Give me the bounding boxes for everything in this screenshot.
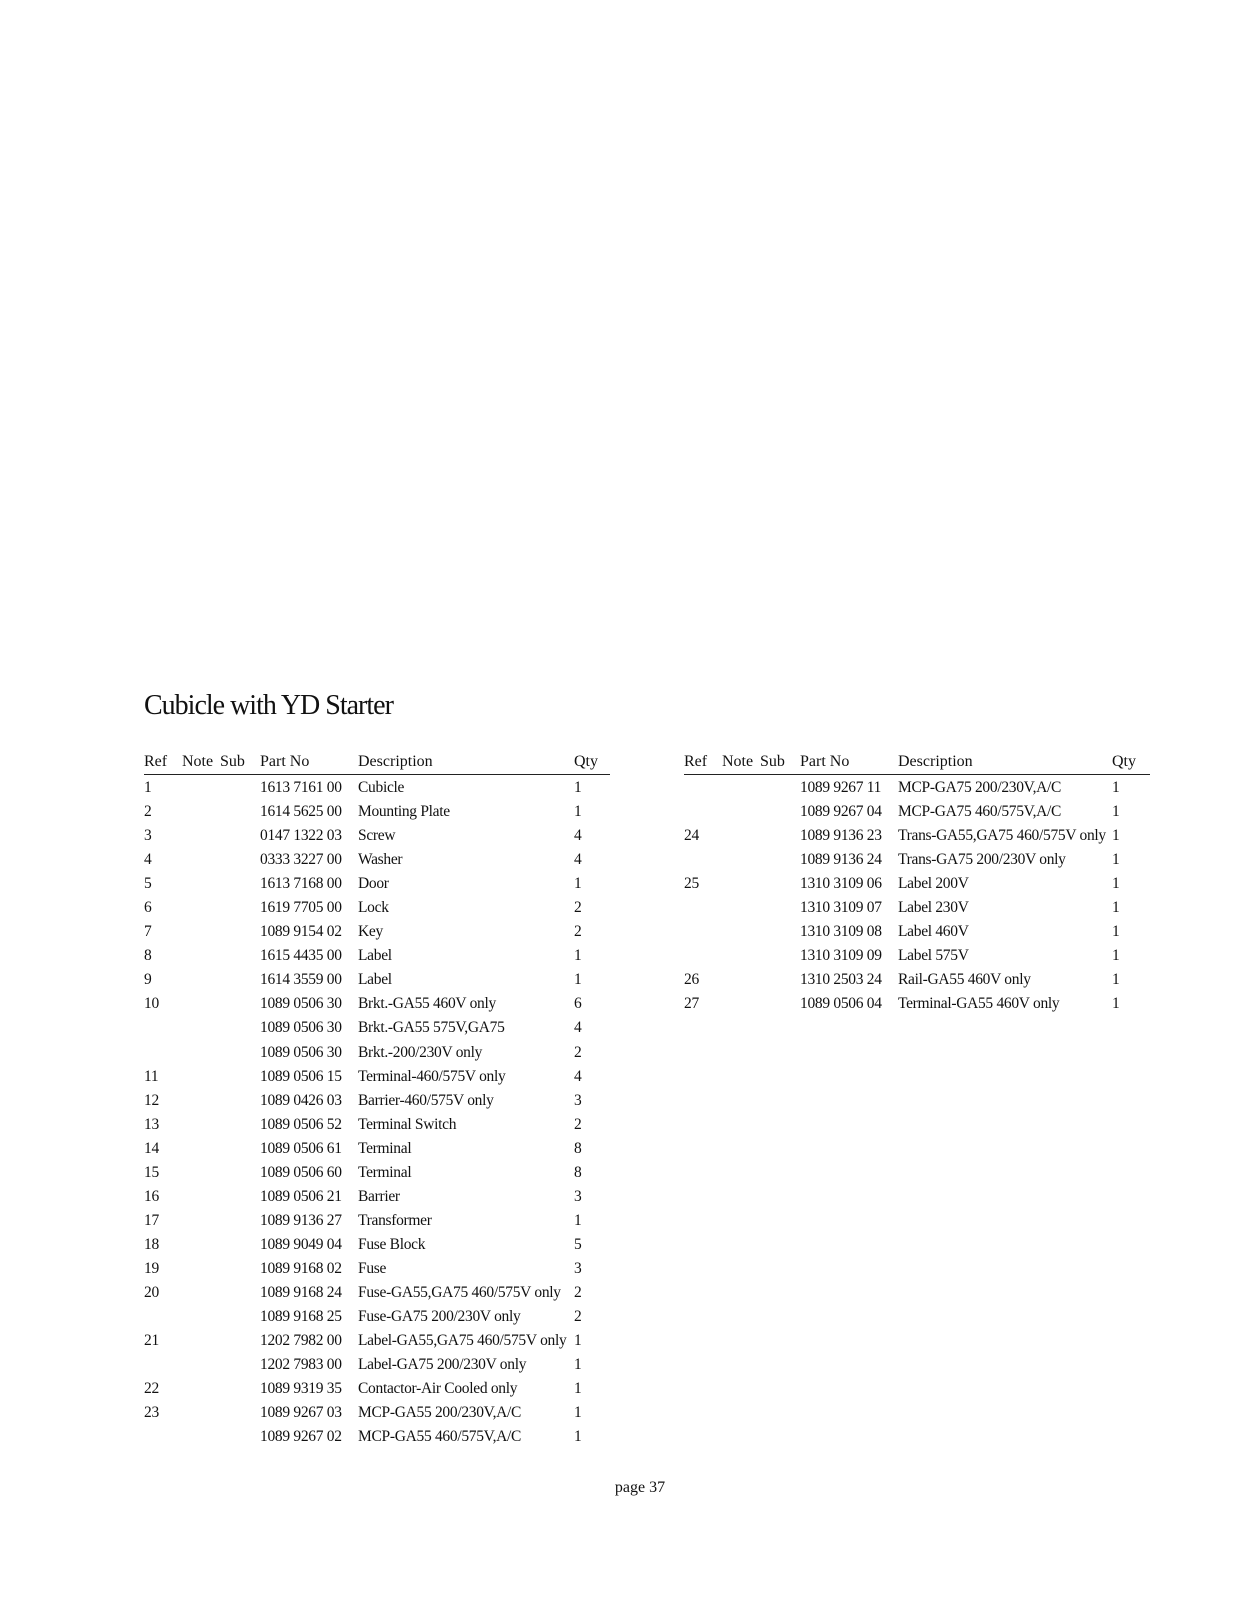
cell-part-no: 1310 3109 08 [800,923,882,941]
cell-description: Barrier-460/575V only [358,1091,494,1109]
cell-qty: 1 [1112,827,1120,845]
cell-ref: 8 [144,947,152,965]
cell-description: Barrier [358,1187,400,1205]
cell-part-no: 1619 7705 00 [260,899,342,917]
cell-description: Label 575V [898,947,969,965]
page-title: Cubicle with YD Starter [144,690,393,721]
cell-ref: 24 [684,827,699,845]
cell-part-no: 1089 0506 04 [800,995,882,1013]
table-row [144,1040,610,1064]
cell-ref: 17 [144,1211,159,1229]
cell-description: Cubicle [358,779,405,796]
cell-description: MCP-GA55 460/575V,A/C [358,1428,522,1446]
table-row [144,1064,610,1088]
table-row [144,991,610,1015]
header-part-no: Part No [800,753,850,770]
cell-description: Terminal-GA55 460V only [898,995,1060,1013]
cell-qty: 2 [574,1043,582,1061]
cell-ref: 13 [144,1115,159,1133]
cell-description: MCP-GA55 200/230V,A/C [358,1404,522,1422]
table-row [144,1352,610,1376]
cell-part-no: 1089 9267 03 [260,1404,342,1422]
header-part-no: Part No [260,753,310,770]
cell-description: Trans-GA55,GA75 460/575V only [898,827,1106,845]
parts-table-left [144,750,610,1448]
cell-description: Fuse Block [358,1235,426,1253]
cell-description: Fuse-GA75 200/230V only [358,1308,521,1326]
table-row [144,967,610,991]
table-row [144,943,610,967]
cell-qty: 8 [574,1163,582,1181]
header-sub: Sub [760,753,785,770]
cell-ref: 5 [144,875,152,893]
table-header [684,750,1150,775]
cell-qty: 1 [574,1332,582,1350]
cell-qty: 4 [574,851,582,869]
cell-ref: 21 [144,1332,159,1350]
table-row [684,991,1150,1015]
table-body [684,775,1150,1015]
cell-ref: 16 [144,1187,159,1205]
cell-ref: 20 [144,1283,159,1301]
cell-qty: 1 [1112,875,1120,893]
cell-qty: 1 [574,779,582,796]
cell-description: Key [358,923,383,941]
table-row [684,943,1150,967]
cell-qty: 1 [574,971,582,989]
cell-part-no: 1202 7982 00 [260,1332,342,1350]
cell-description: Transformer [358,1211,432,1229]
cell-part-no: 1089 9049 04 [260,1235,342,1253]
cell-part-no: 1089 0506 21 [260,1187,342,1205]
cell-qty: 1 [1112,971,1120,989]
page-number: page 37 [614,1479,666,1496]
table-row [144,847,610,871]
cell-qty: 1 [574,1380,582,1398]
cell-part-no: 1310 3109 06 [800,875,882,893]
cell-ref: 10 [144,995,159,1013]
header-qty: Qty [574,753,598,770]
table-row [144,1280,610,1304]
cell-qty: 1 [574,1356,582,1374]
cell-description: Brkt.-GA55 460V only [358,995,496,1013]
table-row [684,871,1150,895]
cell-part-no: 1089 9267 04 [800,803,882,821]
cell-ref: 27 [684,995,699,1013]
cell-ref: 19 [144,1259,159,1277]
cell-part-no: 0333 3227 00 [260,851,342,869]
header-sub: Sub [220,753,245,770]
cell-description: Brkt.-GA55 575V,GA75 [358,1019,505,1037]
cell-ref: 1 [144,779,152,796]
cell-qty: 1 [1112,899,1120,917]
table-header [144,750,610,775]
table-row [144,775,610,799]
table-row [144,1232,610,1256]
header-ref: Ref [684,753,708,770]
cell-ref: 7 [144,923,152,941]
cell-part-no: 1089 9168 02 [260,1259,342,1277]
table-row [684,895,1150,919]
cell-description: Terminal [358,1139,412,1157]
cell-qty: 1 [1112,851,1120,869]
table-row [144,799,610,823]
cell-description: Door [358,875,389,893]
cell-qty: 1 [1112,923,1120,941]
header-note: Note [182,753,214,770]
cell-part-no: 1614 5625 00 [260,803,342,821]
cell-qty: 4 [574,1067,582,1085]
cell-part-no: 1089 0506 60 [260,1163,342,1181]
table-row [684,823,1150,847]
cell-qty: 3 [574,1259,582,1277]
cell-description: Lock [358,899,389,917]
cell-qty: 1 [574,1428,582,1446]
cell-description: Label 230V [898,899,969,917]
cell-description: Mounting Plate [358,803,450,821]
table-row [144,1304,610,1328]
cell-description: MCP-GA75 460/575V,A/C [898,803,1062,821]
cell-qty: 2 [574,1308,582,1326]
table-row [684,775,1150,799]
cell-qty: 4 [574,1019,582,1037]
cell-part-no: 1089 9168 24 [260,1283,342,1301]
cell-part-no: 1089 0426 03 [260,1091,342,1109]
cell-description: Terminal-460/575V only [358,1067,506,1085]
cell-ref: 22 [144,1380,159,1398]
table-row [144,871,610,895]
table-row [144,823,610,847]
cell-part-no: 1614 3559 00 [260,971,342,989]
cell-description: Contactor-Air Cooled only [358,1380,518,1398]
table-row [144,919,610,943]
cell-qty: 4 [574,827,582,845]
cell-ref: 11 [144,1067,159,1085]
cell-part-no: 0147 1322 03 [260,827,342,845]
cell-qty: 1 [574,875,582,893]
cell-description: Terminal Switch [358,1115,457,1133]
cell-qty: 1 [574,947,582,965]
cell-description: Label-GA55,GA75 460/575V only [358,1332,567,1350]
cell-ref: 2 [144,803,152,821]
table-row [144,895,610,919]
table-row [144,1112,610,1136]
cell-part-no: 1613 7161 00 [260,779,342,796]
cell-part-no: 1089 9267 11 [800,779,882,796]
cell-description: Trans-GA75 200/230V only [898,851,1066,869]
cell-part-no: 1089 9136 27 [260,1211,342,1229]
cell-part-no: 1089 9136 24 [800,851,882,869]
cell-ref: 18 [144,1235,159,1253]
cell-ref: 12 [144,1091,159,1109]
cell-part-no: 1089 9154 02 [260,923,342,941]
table-row [144,1184,610,1208]
table-row [684,799,1150,823]
cell-part-no: 1615 4435 00 [260,947,342,965]
header-qty: Qty [1112,753,1136,770]
cell-part-no: 1089 0506 52 [260,1115,342,1133]
cell-ref: 3 [144,827,152,845]
cell-description: Label [358,971,392,989]
cell-part-no: 1613 7168 00 [260,875,342,893]
cell-description: Label 460V [898,923,969,941]
cell-part-no: 1089 0506 30 [260,995,342,1013]
table-row [144,1376,610,1400]
cell-qty: 1 [1112,995,1120,1013]
cell-part-no: 1089 9136 23 [800,827,882,845]
cell-qty: 1 [574,1404,582,1422]
cell-description: Rail-GA55 460V only [898,971,1031,989]
cell-qty: 3 [574,1091,582,1109]
cell-description: Label-GA75 200/230V only [358,1356,527,1374]
cell-ref: 6 [144,899,152,917]
cell-ref: 15 [144,1163,159,1181]
cell-qty: 3 [574,1187,582,1205]
table-row [144,1015,610,1039]
cell-ref: 9 [144,971,152,989]
cell-part-no: 1310 2503 24 [800,971,882,989]
cell-ref: 26 [684,971,699,989]
cell-qty: 1 [1112,947,1120,965]
cell-description: Fuse-GA55,GA75 460/575V only [358,1283,561,1301]
cell-ref: 25 [684,875,699,893]
header-note: Note [722,753,754,770]
table-row [144,1160,610,1184]
table-row [144,1256,610,1280]
cell-description: Label 200V [898,875,969,893]
cell-qty: 6 [574,995,582,1013]
cell-description: Label [358,947,392,965]
cell-ref: 14 [144,1139,159,1157]
cell-qty: 1 [574,803,582,821]
cell-part-no: 1310 3109 07 [800,899,882,917]
cell-qty: 5 [574,1235,582,1253]
table-row [144,1424,610,1448]
cell-qty: 2 [574,899,582,917]
header-description: Description [898,753,973,770]
cell-part-no: 1089 0506 30 [260,1019,342,1037]
cell-description: Fuse [358,1259,387,1277]
cell-part-no: 1089 0506 30 [260,1043,342,1061]
parts-table-right [684,750,1150,1015]
cell-qty: 2 [574,923,582,941]
cell-part-no: 1089 0506 61 [260,1139,342,1157]
cell-qty: 8 [574,1139,582,1157]
cell-part-no: 1310 3109 09 [800,947,882,965]
table-body [144,775,610,1448]
cell-ref: 23 [144,1404,159,1422]
cell-part-no: 1089 9168 25 [260,1308,342,1326]
header-description: Description [358,753,433,770]
table-row [144,1088,610,1112]
cell-description: Washer [358,851,403,869]
table-row [144,1208,610,1232]
table-row [144,1136,610,1160]
table-row [144,1400,610,1424]
cell-qty: 2 [574,1115,582,1133]
cell-part-no: 1089 9267 02 [260,1428,342,1446]
cell-description: Brkt.-200/230V only [358,1043,483,1061]
cell-part-no: 1089 9319 35 [260,1380,342,1398]
table-row [684,919,1150,943]
cell-description: Screw [358,827,396,845]
cell-part-no: 1202 7983 00 [260,1356,342,1374]
table-row [684,847,1150,871]
cell-qty: 2 [574,1283,582,1301]
cell-part-no: 1089 0506 15 [260,1067,342,1085]
table-row [144,1328,610,1352]
cell-ref: 4 [144,851,152,869]
table-row [684,967,1150,991]
cell-qty: 1 [1112,803,1120,821]
cell-description: Terminal [358,1163,412,1181]
cell-qty: 1 [1112,779,1120,796]
cell-description: MCP-GA75 200/230V,A/C [898,779,1062,796]
header-ref: Ref [144,753,168,770]
cell-qty: 1 [574,1211,582,1229]
